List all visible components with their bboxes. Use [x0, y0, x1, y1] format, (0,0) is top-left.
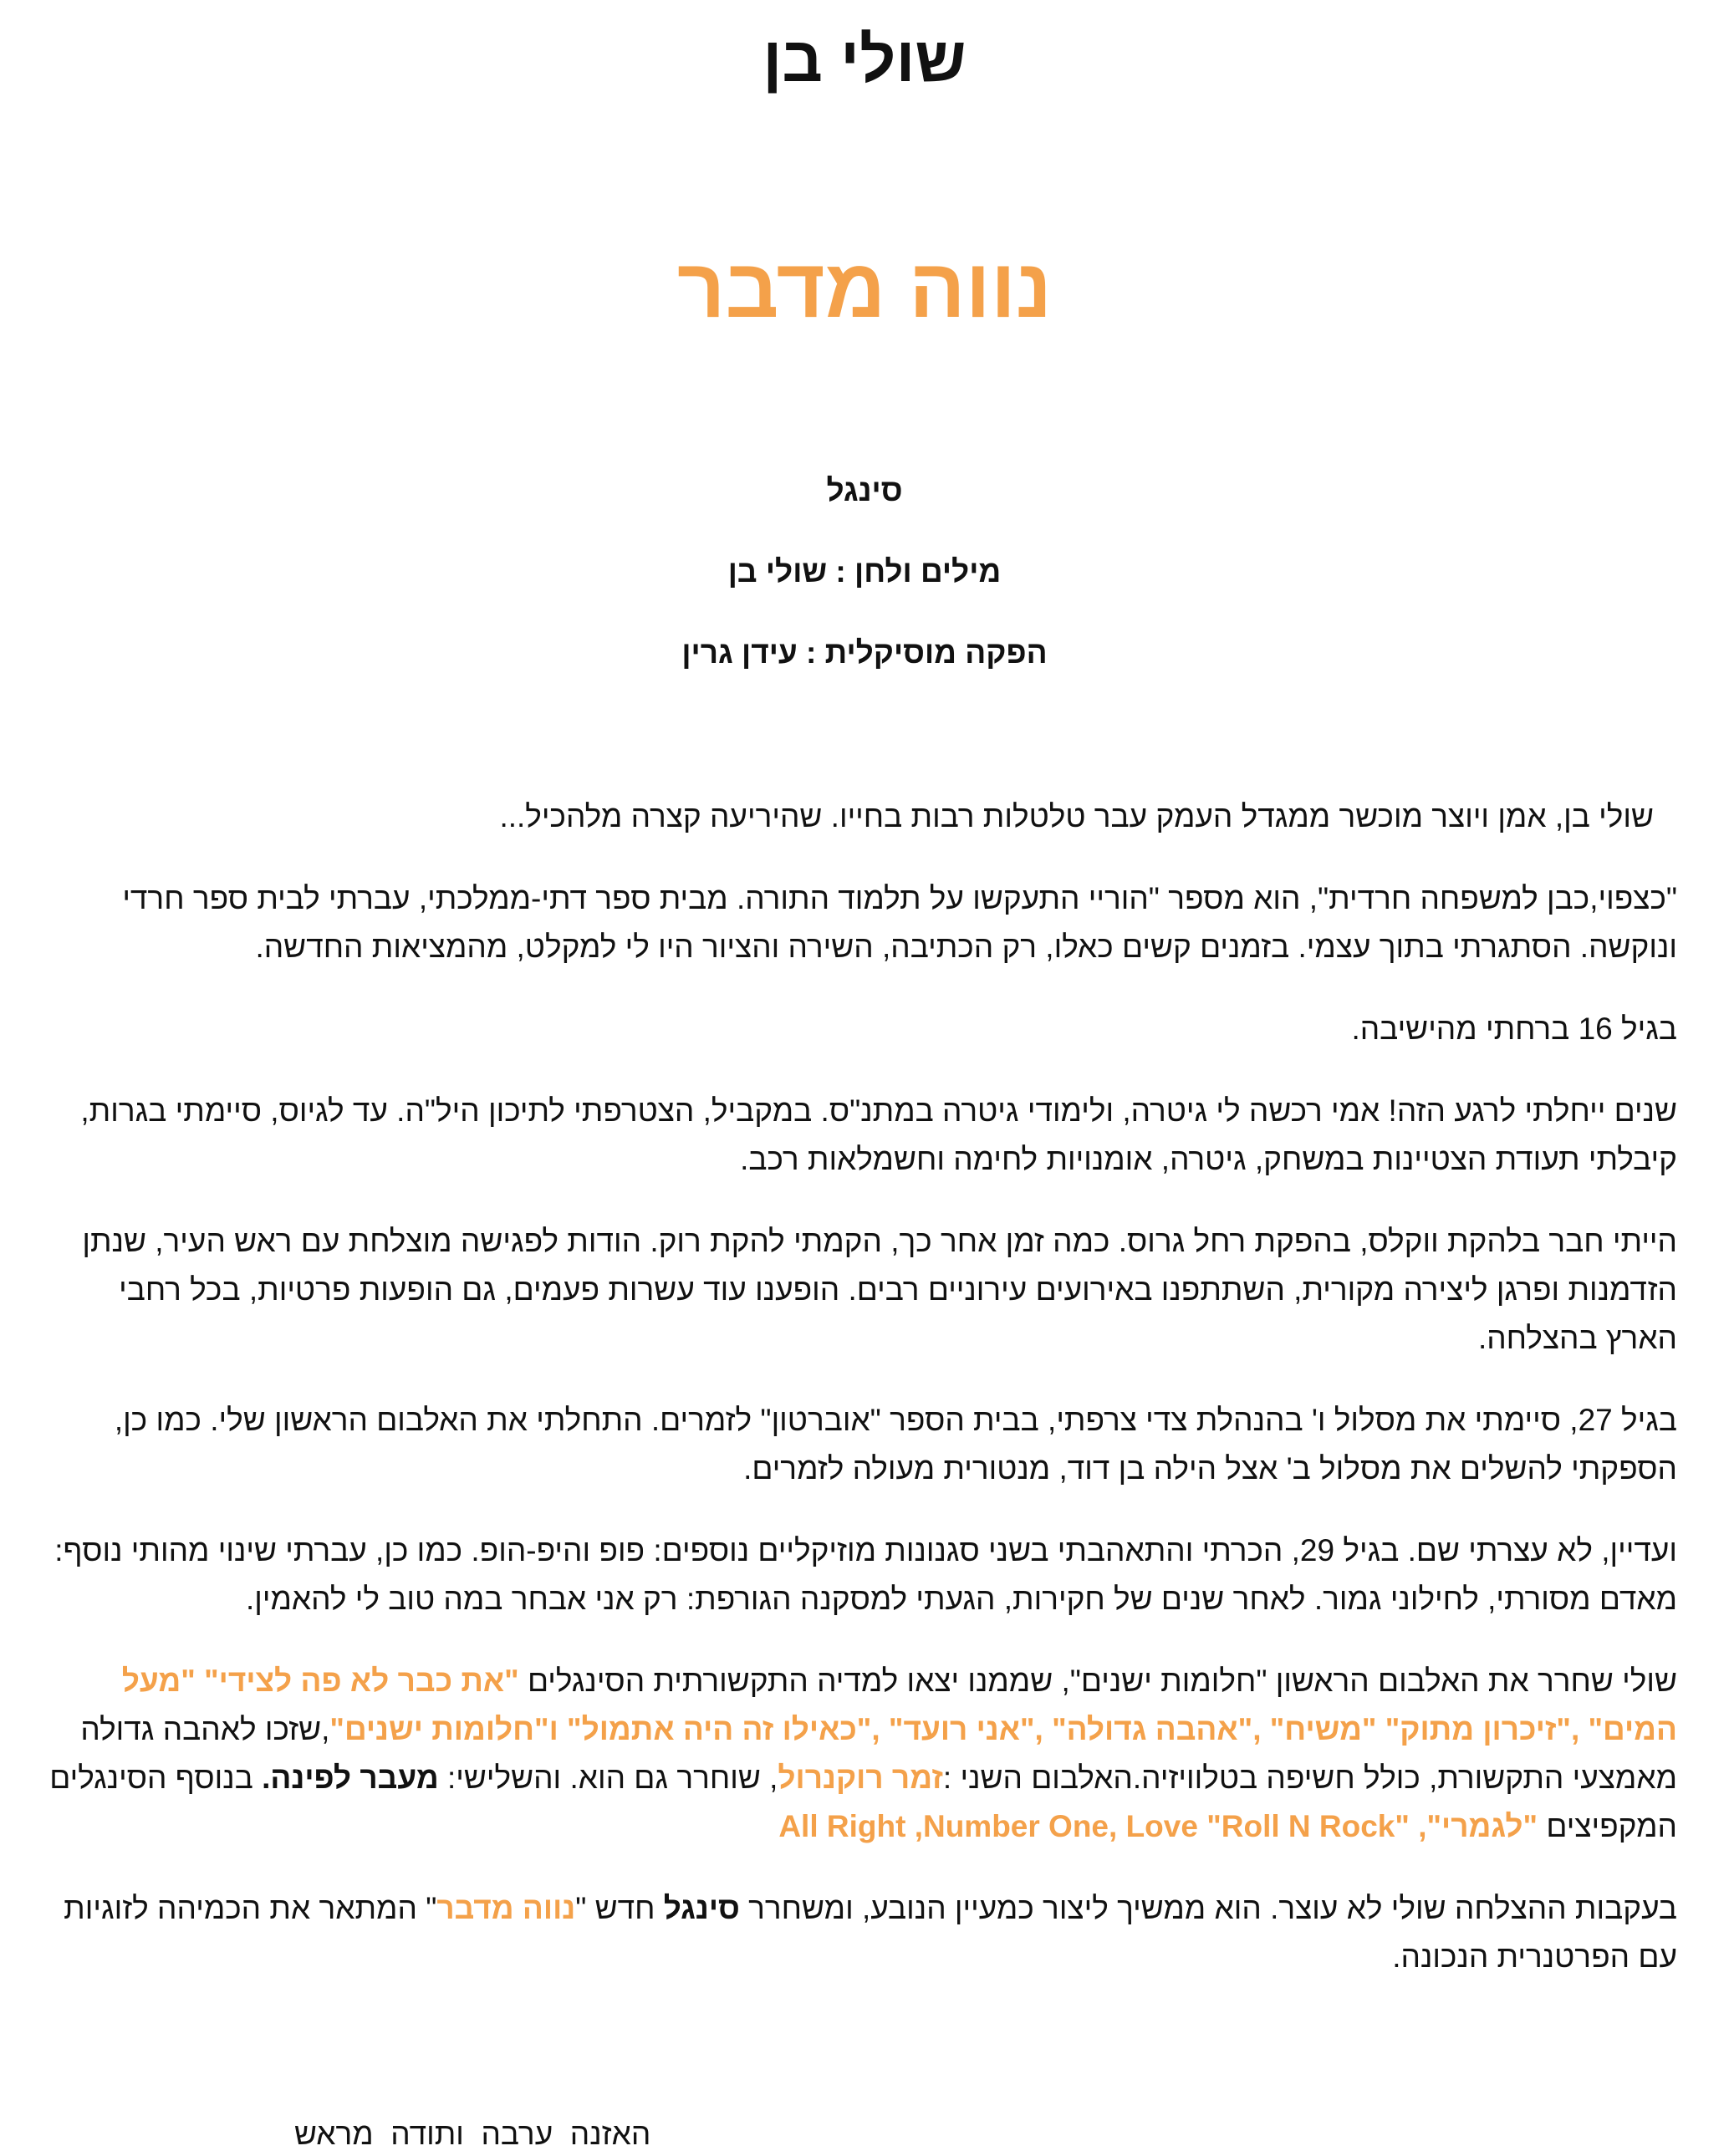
- bio-paragraph-4: שנים ייחלתי לרגע הזה! אמי רכשה לי גיטרה, ולימודי גיטרה במתנ"ס. במקביל, הצטרפתי לתיכון היל"ה. עד לגיוס, סיימתי בגרות, קיבלתי תעודת הצטיינות במשחק, גיטרה, אומנויות לחימה וחשמלאות רכב.: [80, 1093, 1677, 1176]
- bio-text: [48, 793, 1677, 2015]
- footer-line: האזנה ערבה ותודה מראש: [294, 2117, 651, 2151]
- bio-p9-title: נווה מדבר: [436, 1891, 576, 1925]
- release-type: סינגל: [826, 473, 903, 507]
- credits-block: [0, 470, 1729, 713]
- production-credit: הפקה מוסיקלית : עידן גרין: [681, 635, 1048, 670]
- bio-paragraph-7: ועדיין, לא עצרתי שם. בגיל 29, הכרתי והתאהבתי בשני סגנונות מוזיקליים נוספים: פופ והיפ-הופ. כמו כן, עברתי שינוי מהותי נוסף: מאדם מסורתי, לחילוני גמור. לאחר שנים של חקירות, הגעתי למסקנה הגורפת: רק אני אבחר במה טוב לי להאמין.: [54, 1533, 1677, 1616]
- bio-p9-a: בעקבות ההצלחה שולי לא עוצר. הוא ממשיך ליצור כמעיין הנובע, ומשחרר: [739, 1891, 1677, 1925]
- bio-p8-mid-3: בנוסף הסינגלים המקפיצים: [49, 1761, 1677, 1843]
- bio-paragraph-5: הייתי חבר בלהקת ווקלס, בהפקת רחל גרוס. כמה זמן אחר כך, הקמתי להקת רוק. הודות לפגישה מוצלחת עם ראש העיר, שנתן הזדמנות ופרגן ליצירה מקורית, השתתפנו באירועים עירוניים רבים. הופענו עוד עשרות פעמים, גם הופעות פרטיות, בכל רחבי הארץ בהצלחה.: [82, 1224, 1677, 1355]
- artist-name: שולי בן: [762, 24, 967, 95]
- bio-p8-singles-2-hebrew: "לגמרי",: [1409, 1809, 1538, 1843]
- bio-paragraph-2: "כצפוי,כבן למשפחה חרדית", הוא מספר "הוריי התעקשו על תלמוד התורה. מבית ספר דתי-ממלכתי, עברתי לבית ספר חרדי ונוקשה. הסתגרתי בתוך עצמי. בזמנים קשים כאלו, רק הכתיבה, השירה והציור היו לי למקלט, מהמציאות החדשה.: [122, 881, 1677, 964]
- song-title: נווה מדבר: [676, 242, 1053, 335]
- bio-p9-b: חדש ": [575, 1891, 664, 1925]
- bio-p8-mid-2: , שוחרר גם הוא. והשלישי:: [438, 1761, 778, 1795]
- bio-paragraph-3: בגיל 16 ברחתי מהישיבה.: [1351, 1012, 1677, 1046]
- bio-p8-intro: שולי שחרר את האלבום הראשון "חלומות ישנים", שממנו יצאו למדיה התקשורתית הסינגלים: [518, 1664, 1677, 1698]
- bio-paragraph-6: בגיל 27, סיימתי את מסלול ו' בהנהלת צדי צרפתי, בבית הספר "אוברטון" לזמרים. התחלתי את האלבום הראשון שלי. כמו כן, הספקתי להשלים את מסלול ב' אצל הילה בן דוד, מנטורית מעולה לזמרים.: [114, 1403, 1677, 1486]
- lyrics-music-credit: מילים ולחן : שולי בן: [727, 554, 1002, 589]
- bio-paragraph-1: שולי בן, אמן ויוצר מוכשר ממגדל העמק עבר טלטלות רבות בחייו. שהיריעה קצרה מלהכיל...: [499, 799, 1654, 833]
- bio-p9-c: " המתאר את הכמיהה לזוגיות עם הפרטנרית הנכונה.: [64, 1891, 1677, 1974]
- bio-p8-album-3: מעבר לפינה.: [262, 1761, 439, 1795]
- bio-paragraph-8: [48, 1657, 1677, 1851]
- bio-p9-single: סינגל: [663, 1891, 740, 1925]
- bio-p8-album-2: זמר רוקנרול: [778, 1761, 943, 1795]
- bio-paragraph-9: [48, 1884, 1677, 1981]
- bio-p8-singles: "את כבר לא פה לצידי" "מעל המים" ,"זיכרון מתוק" "משיח" ,"אהבה גדולה" ,"אני רועד" ,"כאילו זה היה אתמול" ו"חלומות ישנים": [121, 1664, 1677, 1746]
- bio-p8-mid: ,שזכו לאהבה גדולה מאמצעי התקשורת, כולל חשיפה בטלוויזיה.האלבום השני :: [80, 1712, 1677, 1795]
- bio-p8-singles-2-english: All Right ,Number One, Love "Roll N Rock": [778, 1809, 1410, 1843]
